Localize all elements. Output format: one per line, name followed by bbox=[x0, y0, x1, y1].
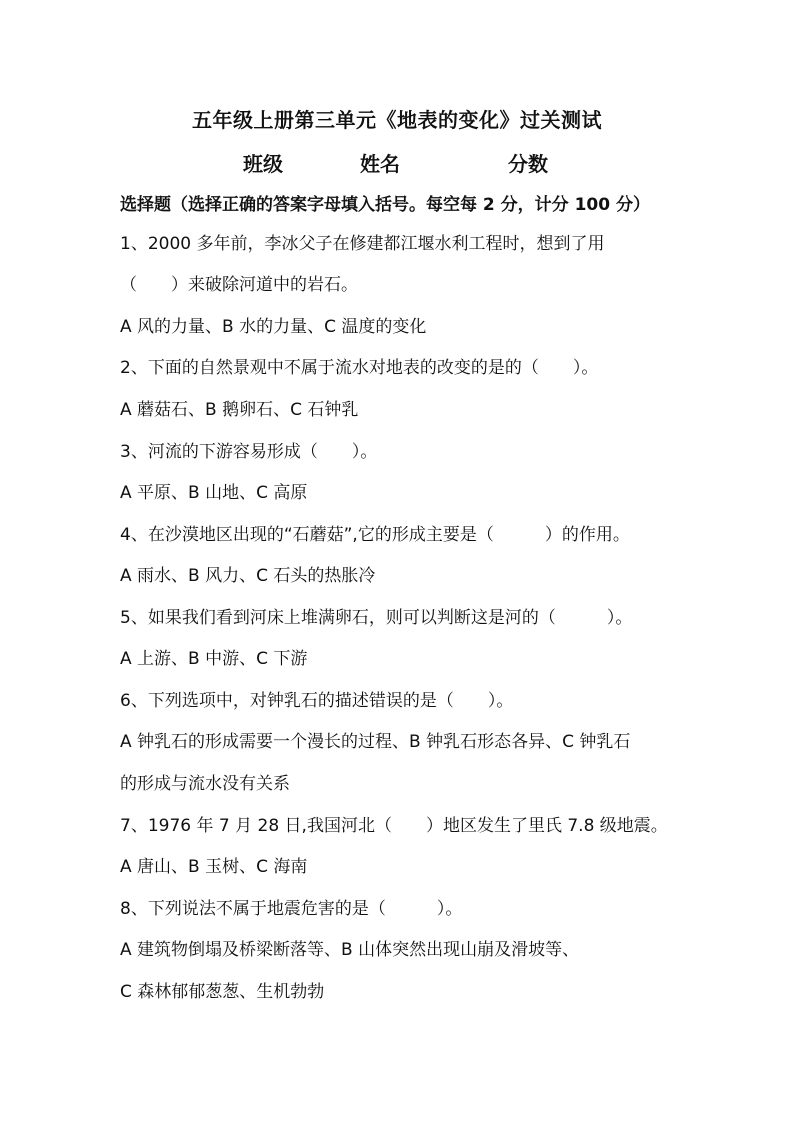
question-4-options: A 雨水、B 风力、C 石头的热胀冷 bbox=[120, 566, 376, 586]
question-4: 4、在沙漠地区出现的“石蘑菇”,它的形成主要是（ ）的作用。 bbox=[120, 525, 630, 545]
question-1-line-2: （ ）来破除河道中的岩石。 bbox=[120, 275, 358, 295]
question-8: 8、下列说法不属于地震危害的是（ ）。 bbox=[120, 899, 463, 919]
question-2-options: A 蘑菇石、B 鹅卵石、C 石钟乳 bbox=[120, 400, 359, 420]
question-6: 6、下列选项中，对钟乳石的描述错误的是（ ）。 bbox=[120, 691, 514, 711]
question-2: 2、下面的自然景观中不属于流水对地表的改变的是的（ ）。 bbox=[120, 358, 599, 378]
question-7-options: A 唐山、B 玉树、C 海南 bbox=[120, 857, 308, 877]
question-7: 7、1976 年 7 月 28 日,我国河北（ ）地区发生了里氏 7.8 级地震。 bbox=[120, 816, 668, 836]
question-1-line-1: 1、2000 多年前，李冰父子在修建都江堰水利工程时，想到了用 bbox=[120, 234, 605, 254]
question-6-options-line-1: A 钟乳石的形成需要一个漫长的过程、B 钟乳石形态各异、C 钟乳石 bbox=[120, 732, 631, 752]
question-8-options-line-1: A 建筑物倒塌及桥梁断落等、B 山体突然出现山崩及滑坡等、 bbox=[120, 940, 580, 960]
question-5-options: A 上游、B 中游、C 下游 bbox=[120, 649, 308, 669]
question-3-options: A 平原、B 山地、C 高原 bbox=[120, 483, 308, 503]
score-label: 分数 bbox=[508, 152, 548, 176]
section-heading: 选择题（选择正确的答案字母填入括号。每空每 2 分，计分 100 分） bbox=[120, 195, 650, 215]
question-8-options-line-2: C 森林郁郁葱葱、生机勃勃 bbox=[120, 982, 325, 1002]
question-3: 3、河流的下游容易形成（ ）。 bbox=[120, 442, 378, 462]
question-6-options-line-2: 的形成与流水没有关系 bbox=[120, 774, 290, 794]
page-title: 五年级上册第三单元《地表的变化》过关测试 bbox=[192, 108, 602, 132]
question-1-options: A 风的力量、B 水的力量、C 温度的变化 bbox=[120, 317, 427, 337]
name-label: 姓名 bbox=[360, 152, 400, 176]
student-info-row bbox=[0, 148, 794, 176]
question-5: 5、如果我们看到河床上堆满卵石，则可以判断这是河的（ ）。 bbox=[120, 608, 633, 628]
class-label: 班级 bbox=[243, 152, 283, 176]
